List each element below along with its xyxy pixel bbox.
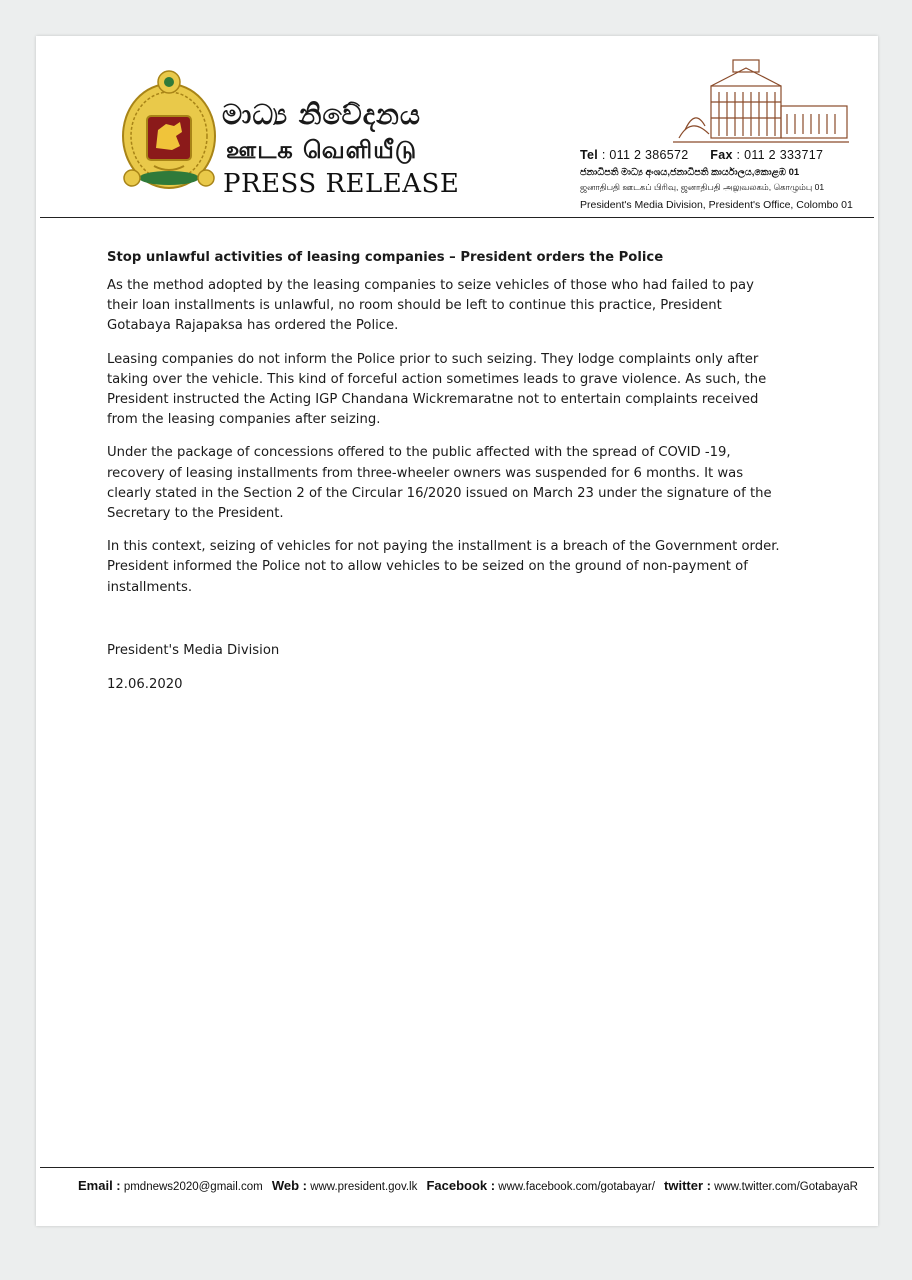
- contact-block: [580, 148, 853, 211]
- facebook-link[interactable]: www.facebook.com/gotabayar/: [498, 1181, 655, 1193]
- footer: [78, 1178, 858, 1193]
- twitter-link[interactable]: www.twitter.com/GotabayaR: [714, 1181, 858, 1193]
- web-link[interactable]: www.president.gov.lk: [310, 1181, 418, 1193]
- title-tamil: ஊடக வெளியீடு: [226, 136, 418, 164]
- tel-value: : 011 2 386572: [601, 148, 689, 162]
- fax-label: Fax: [710, 148, 733, 162]
- article-body: [107, 248, 787, 611]
- release-date: 12.06.2020: [107, 677, 183, 692]
- email-link[interactable]: pmdnews2020@gmail.com: [123, 1181, 263, 1193]
- paragraph: In this context, seizing of vehicles for not paying the installment is a breach of the Government order. President informed the Police not to allow vehicles to be seized on the ground of non-payment of installments.: [107, 539, 780, 595]
- sri-lanka-emblem-icon: [114, 66, 224, 200]
- presidential-building-icon: [671, 56, 851, 148]
- footer-facebook: [426, 1178, 654, 1193]
- footer-web: [272, 1178, 418, 1193]
- paragraph: Under the package of concessions offered to the public affected with the spread of COVID -19, recovery of leasing installments from three-wheeler owners was suspended for 6 months. It was clearly stated in the Section 2 of the Circular 16/2020 issued on March 23 under the signature of the Secretary to the President.: [107, 445, 772, 522]
- address-sinhala: ජනාධිපති මාධ්‍ය අංශය,ජනාධිපති කාර්යාලය,කොළඹ 01: [580, 167, 800, 178]
- footer-divider: [40, 1167, 874, 1168]
- footer-email: [78, 1178, 263, 1193]
- tel-label: Tel: [580, 148, 599, 162]
- press-release-page: [36, 36, 878, 1226]
- address-english: President's Media Division, President's Office, Colombo 01: [580, 199, 853, 211]
- address-tamil: ஜனாதிபதி ஊடகப் பிரிவு, ஜனாதிபதி அலுவலகம், கொழும்பு 01: [580, 182, 825, 192]
- footer-twitter: [664, 1178, 858, 1193]
- phone-fax-line: [580, 148, 853, 162]
- title-sinhala: මාධ්‍ය නිවේදනය: [222, 98, 421, 131]
- signature: President's Media Division: [107, 643, 280, 658]
- paragraph: Leasing companies do not inform the Police prior to such seizing. They lodge complaints only after taking over the vehicle. This kind of forceful action sometimes leads to grave violence. As such, the President instructed the Acting IGP Chandana Wickremaratne not to entertain complaints received from the leasing companies after seizing.: [107, 351, 767, 428]
- article-headline: Stop unlawful activities of leasing companies – President orders the Police: [107, 250, 664, 265]
- fax-value: : 011 2 333717: [736, 148, 824, 162]
- title-english: PRESS RELEASE: [223, 169, 460, 199]
- twitter-label: twitter :: [664, 1178, 711, 1193]
- facebook-label: Facebook :: [426, 1178, 496, 1193]
- web-label: Web :: [271, 1178, 307, 1193]
- paragraph: As the method adopted by the leasing companies to seize vehicles of those who had failed to pay their loan installments is unlawful, no room should be left to continue this practice, President Gotabaya Rajapaksa has ordered the Police.: [107, 278, 754, 334]
- header-divider: [40, 217, 874, 218]
- email-label: Email :: [78, 1178, 121, 1193]
